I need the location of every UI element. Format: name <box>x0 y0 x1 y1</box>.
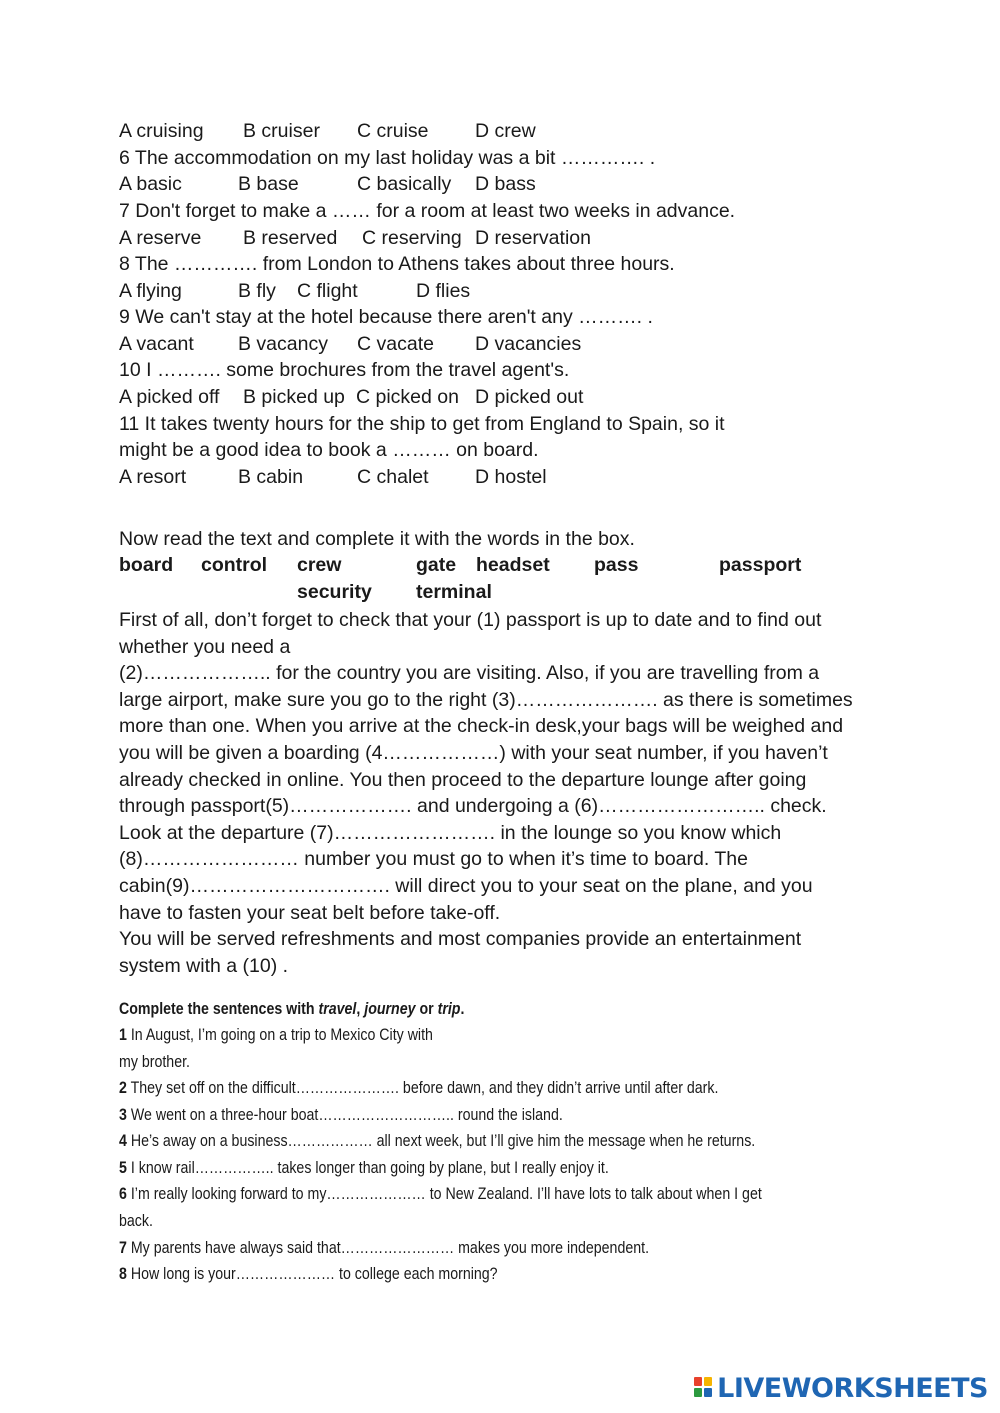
paragraph-line: more than one. When you arrive at the check-in desk,your bags will be weighed and <box>119 715 844 738</box>
option-d[interactable]: D bass <box>475 173 536 195</box>
item-number: 5 <box>119 1159 127 1177</box>
option-b[interactable]: B base <box>238 173 299 195</box>
title-prefix: Complete the sentences with <box>119 1000 319 1018</box>
options-row <box>119 278 719 305</box>
sentence-text: He’s away on a business……………… all next week, but I’ll give him the message when he returns. <box>130 1132 756 1150</box>
option-b[interactable]: B reserved <box>243 227 338 249</box>
sentence-text: They set off on the difficult…………………. before dawn, and they didn’t arrive until after dark. <box>130 1079 719 1097</box>
sentence-text: We went on a three-hour boat……………………….. round the island. <box>130 1106 563 1124</box>
options-row <box>119 464 719 491</box>
sentence-1 <box>119 1026 433 1045</box>
option-d[interactable]: D crew <box>475 120 536 142</box>
option-c[interactable]: C picked on <box>356 386 459 408</box>
paragraph-line: large airport, make sure you go to the right (3)…………………. as there is sometimes <box>119 688 853 711</box>
option-a[interactable]: A reserve <box>119 227 202 249</box>
options-row <box>119 118 719 145</box>
paragraph-line: Look at the departure (7)……………………. in the lounge so you know which <box>119 821 782 844</box>
paragraph-line: have to fasten your seat belt before take-off. <box>119 901 501 924</box>
option-c[interactable]: C vacate <box>357 333 434 355</box>
liveworksheets-logo <box>694 1373 988 1403</box>
paragraph-line: through passport(5)………………. and undergoing a (6)…………………….. check. <box>119 795 827 818</box>
sentence-3 <box>119 1106 563 1125</box>
paragraph-line: First of all, don’t forget to check that your (1) passport is up to date and to find out <box>119 609 822 631</box>
option-a[interactable]: A vacant <box>119 333 194 355</box>
option-c[interactable]: C chalet <box>357 466 429 488</box>
sentence-text: In August, I’m going on a trip to Mexico City with <box>130 1026 433 1044</box>
title-word-trip: trip <box>437 1000 461 1018</box>
reading-paragraph <box>119 607 899 979</box>
item-number: 2 <box>119 1079 127 1097</box>
option-c[interactable]: C cruise <box>357 120 429 142</box>
item-number: 8 <box>119 1265 127 1283</box>
paragraph-line: You will be served refreshments and most companies provide an entertainment <box>119 928 802 951</box>
option-c[interactable]: C reserving <box>362 227 462 249</box>
options-row <box>119 384 719 411</box>
option-c[interactable]: C flight <box>297 280 358 302</box>
paragraph-line: system with a (10) . <box>119 954 289 977</box>
paragraph-line: whether you need a <box>119 635 291 658</box>
paragraph-line: already checked in online. You then proceed to the departure lounge after going <box>119 768 807 791</box>
word-security: security <box>297 581 372 603</box>
sentence-2 <box>119 1079 718 1098</box>
section-2-instruction: Now read the text and complete it with the words in the box. <box>119 528 635 550</box>
option-b[interactable]: B fly <box>238 280 276 302</box>
option-d[interactable]: D reservation <box>475 227 591 249</box>
option-b[interactable]: B vacancy <box>238 333 328 355</box>
option-a[interactable]: A cruising <box>119 120 204 142</box>
sentence-text: I’m really looking forward to my………………… to New Zealand. I’ll have lots to talk about when I get <box>130 1185 762 1203</box>
paragraph-line: you will be given a boarding (4………………) with your seat number, if you haven’t <box>119 741 828 764</box>
question-6: 6 The accommodation on my last holiday was a bit …………. . <box>119 147 656 169</box>
word-crew: crew <box>297 554 342 576</box>
paragraph-line: cabin(9)…………………………. will direct you to your seat on the plane, and you <box>119 874 813 897</box>
option-b[interactable]: B picked up <box>243 386 345 408</box>
paragraph-line: (2)……………….. for the country you are visiting. Also, if you are travelling from a <box>119 662 820 685</box>
option-a[interactable]: A flying <box>119 280 182 302</box>
item-number: 6 <box>119 1185 127 1203</box>
sentence-text: I know rail…………….. takes longer than going by plane, but I really enjoy it. <box>130 1159 609 1177</box>
sentence-1-continued: my brother. <box>119 1053 190 1071</box>
logo-mark-icon <box>694 1377 714 1399</box>
section-3 <box>119 1000 899 1300</box>
question-11-line-1: 11 It takes twenty hours for the ship to get from England to Spain, so it <box>119 413 725 435</box>
item-number: 4 <box>119 1132 127 1150</box>
item-number: 3 <box>119 1106 127 1124</box>
sentence-8 <box>119 1265 498 1284</box>
option-a[interactable]: A picked off <box>119 386 220 408</box>
options-row <box>119 171 719 198</box>
sentence-7 <box>119 1239 649 1258</box>
option-a[interactable]: A basic <box>119 173 182 195</box>
word-pass: pass <box>594 554 639 576</box>
title-word-journey: journey <box>364 1000 416 1018</box>
options-row <box>119 331 719 358</box>
title-suffix: . <box>460 1000 465 1018</box>
option-d[interactable]: D vacancies <box>475 333 582 355</box>
option-d[interactable]: D flies <box>416 280 471 302</box>
option-b[interactable]: B cruiser <box>243 120 320 142</box>
sentence-6-continued: back. <box>119 1212 153 1230</box>
options-row <box>119 225 719 252</box>
section-3-title <box>119 1000 464 1019</box>
word-headset: headset <box>476 554 550 576</box>
title-word-travel: travel <box>318 1000 357 1018</box>
question-7: 7 Don't forget to make a …… for a room at least two weeks in advance. <box>119 200 736 222</box>
word-passport: passport <box>719 554 802 576</box>
item-number: 1 <box>119 1026 127 1044</box>
question-8: 8 The …………. from London to Athens takes about three hours. <box>119 253 675 275</box>
item-number: 7 <box>119 1239 127 1257</box>
sentence-5 <box>119 1159 609 1178</box>
option-c[interactable]: C basically <box>357 173 452 195</box>
option-d[interactable]: D hostel <box>475 466 547 488</box>
option-d[interactable]: D picked out <box>475 386 584 408</box>
question-11-line-2: might be a good idea to book a ……… on board. <box>119 439 539 461</box>
sentence-4 <box>119 1132 755 1151</box>
word-control: control <box>201 554 268 576</box>
paragraph-line: (8)…………………… number you must go to when it’s time to board. The <box>119 848 748 871</box>
word-board: board <box>119 554 174 576</box>
word-terminal: terminal <box>416 581 492 603</box>
question-9: 9 We can't stay at the hotel because there aren't any ………. . <box>119 306 653 328</box>
title-separator: , <box>356 1000 365 1018</box>
sentence-text: My parents have always said that…………………… makes you more independent. <box>130 1239 650 1257</box>
sentence-text: How long is your………………… to college each morning? <box>130 1265 498 1283</box>
sentence-6 <box>119 1185 762 1204</box>
word-gate: gate <box>416 554 457 576</box>
option-b[interactable]: B cabin <box>238 466 304 488</box>
question-10: 10 I ………. some brochures from the travel agent's. <box>119 359 570 381</box>
title-separator: or <box>415 1000 438 1018</box>
logo-text: LIVEWORKSHEETS <box>717 1372 988 1404</box>
option-a[interactable]: A resort <box>119 466 187 488</box>
